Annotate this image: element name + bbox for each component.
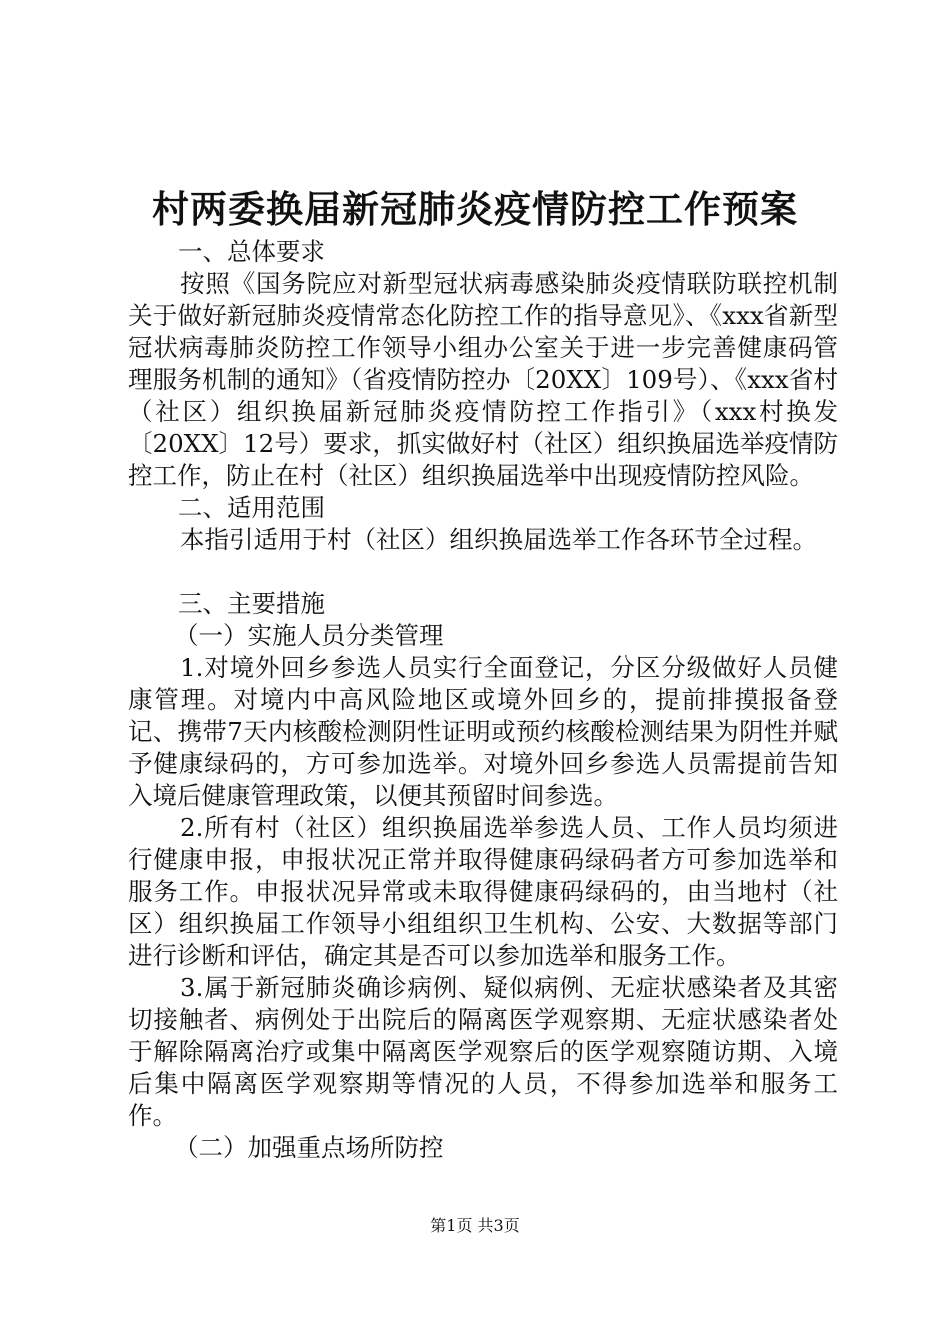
paragraph-general-requirements: 按照《国务院应对新型冠状病毒感染肺炎疫情联防联控机制关于做好新冠肺炎疫情常态化防控工作的指导意见》、《xxx省新型冠状病毒肺炎防控工作领导小组办公室关于进一步完善健康码管理服务机制的通知》（省疫情防控办〔20XX〕109号）、《xxx省村（社区）组织换届新冠肺炎疫情防控工作指引》（xxx村换发〔20XX〕12号）要求，抓实做好村（社区）组织换届选举疫情防控工作，防止在村（社区）组织换届选举中出现疫情防控风险。 [128,269,838,490]
document-body [128,236,838,1164]
section-heading-scope: 二、适用范围 [178,493,325,522]
list-item-2: 2.所有村（社区）组织换届选举参选人员、工作人员均须进行健康申报，申报状况正常并取得健康码绿码者方可参加选举和服务工作。申报状况异常或未取得健康码绿码的，由当地村（社区）组织换届工作领导小组组织卫生机构、公安、大数据等部门进行诊断和评估，确定其是否可以参加选举和服务工作。 [128,813,838,970]
spacer [128,556,838,588]
section-heading-general-requirements: 一、总体要求 [178,237,325,266]
list-item-3: 3.属于新冠肺炎确诊病例、疑似病例、无症状感染者及其密切接触者、病例处于出院后的隔离医学观察期、无症状感染者处于解除隔离治疗或集中隔离医学观察后的医学观察随访期、入境后集中隔离医学观察期等情况的人员，不得参加选举和服务工作。 [128,973,838,1130]
paragraph-scope: 本指引适用于村（社区）组织换届选举工作各环节全过程。 [180,525,817,554]
document-title: 村两委换届新冠肺炎疫情防控工作预案 [152,187,798,231]
subsection-heading-key-venues: （二）加强重点场所防控 [174,1133,444,1162]
page-number: 第1页 共3页 [430,1216,520,1235]
list-item-1: 1.对境外回乡参选人员实行全面登记，分区分级做好人员健康管理。对境内中高风险地区或境外回乡的，提前排摸报备登记、携带7天内核酸检测阴性证明或预约核酸检测结果为阴性并赋予健康绿码的，方可参加选举。对境外回乡参选人员需提前告知入境后健康管理政策，以便其预留时间参选。 [128,653,838,810]
section-heading-main-measures: 三、主要措施 [178,589,325,618]
subsection-heading-personnel-management: （一）实施人员分类管理 [174,621,444,650]
